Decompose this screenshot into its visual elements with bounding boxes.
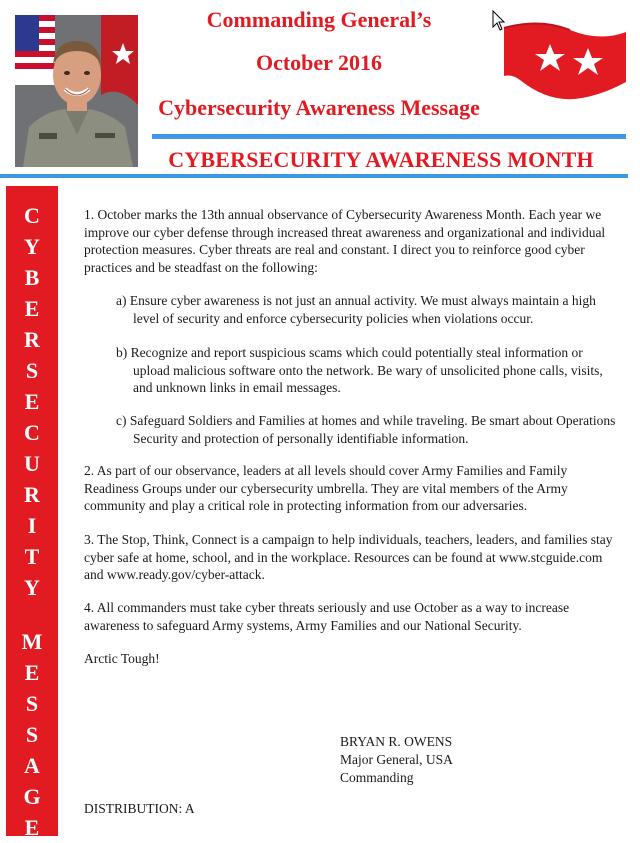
side-letter: T [24, 544, 40, 569]
side-letter: R [24, 327, 40, 352]
side-letter: S [25, 691, 39, 716]
signature-role: Commanding [340, 770, 414, 785]
two-star-flag-icon [500, 22, 630, 107]
side-letter: C [24, 420, 40, 445]
side-letter: Y [24, 575, 40, 600]
side-letter: B [24, 265, 40, 290]
signature-name: BRYAN R. OWENS [340, 734, 453, 749]
side-letter: Y [24, 234, 40, 259]
portrait-illustration [15, 15, 138, 167]
side-letter: E [24, 389, 40, 414]
title-line-subject: Cybersecurity Awareness Message [158, 95, 480, 120]
message-title [145, 8, 493, 120]
paragraph-4: 4. All commanders must take cyber threats seriously and use October as a way to increase awareness to safeguard Army systems, Army Families and our National Security. [84, 600, 570, 633]
item-b: b) Recognize and report suspicious scams which could potentially steal information or upload malicious software onto the network. Be wary of unsolicited phone calls, visits, and unknown links in email messages. [116, 345, 603, 395]
side-letter: M [21, 629, 43, 654]
title-line-commanding-general: Commanding General’s [206, 7, 432, 32]
awareness-month-banner: CYBERSECURITY AWARENESS MONTH [168, 147, 594, 172]
paragraph-3: 3. The Stop, Think, Connect is a campaign to help individuals, teachers, leaders, and families stay cyber safe at home, school, and in the workplace. Resources can be found at www.stcguide.com and www.ready.gov/cyber-attack. [84, 532, 613, 582]
side-letter: A [24, 753, 40, 778]
distribution-line: DISTRIBUTION: A [84, 801, 195, 816]
item-c: c) Safeguard Soldiers and Families at homes and while traveling. Be smart about Operations Security and protection of personally identifiable information. [116, 413, 616, 446]
side-letter: E [24, 296, 40, 321]
closing-line: Arctic Tough! [84, 651, 160, 666]
paragraph-2: 2. As part of our observance, leaders at all levels should cover Army Families and Family Readiness Groups under our cybersecurity umbrella. They are vital members of the Army community and play a critical role in protecting information from our adversaries. [84, 463, 568, 513]
side-letter: C [24, 203, 40, 228]
side-letter: E [24, 660, 40, 685]
side-letter: U [24, 451, 40, 476]
side-letter: R [24, 482, 40, 507]
side-letter: I [27, 513, 37, 538]
side-banner [6, 186, 58, 840]
signature-rank: Major General, USA [340, 752, 453, 767]
side-letter: S [25, 358, 39, 383]
paragraph-1: 1. October marks the 13th annual observance of Cybersecurity Awareness Month. Each year we improve our cyber defense through increased threat awareness and organizational and individual protection measures. Cyber threats are real and constant. I direct you to reinforce good cyber practices and be steadfast on the following: [84, 207, 606, 275]
commander-portrait [15, 15, 138, 167]
side-letter: E [24, 815, 40, 840]
title-divider-rule [152, 134, 626, 139]
side-letter: S [25, 722, 39, 747]
item-a: a) Ensure cyber awareness is not just an annual activity. We must always maintain a high level of security and enforce cybersecurity policies when violations occur. [116, 293, 596, 326]
title-line-date: October 2016 [255, 50, 383, 75]
banner-divider-rule [0, 174, 628, 178]
side-letter: G [23, 784, 41, 809]
